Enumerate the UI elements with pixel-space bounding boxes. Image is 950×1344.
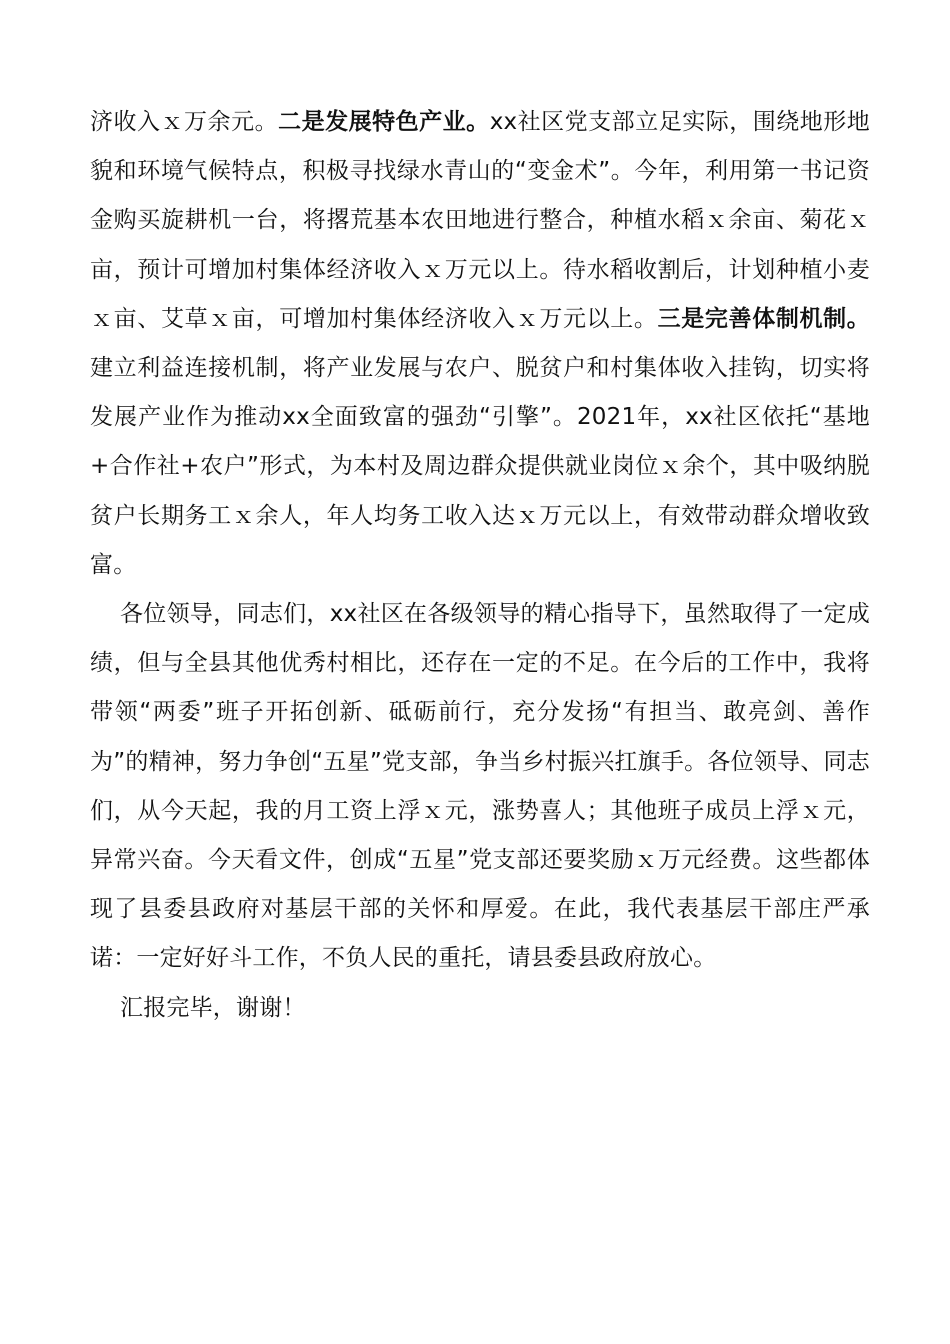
paragraph-text: 济收入ｘ万余元。 [90,109,279,135]
document-body [90,98,870,1033]
paragraph-closing-remarks: 各位领导，同志们，xx社区在各级领导的精心指导下，虽然取得了一定成绩，但与全县其他优秀村相比，还存在一定的不足。在今后的工作中，我将带领“两委”班子开拓创新、砥砺前行，充分发扬“有担当、敢亮剑、善作为”的精神，努力争创“五星”党支部，争当乡村振兴扛旗手。各位领导、同志们，从今天起，我的月工资上浮ｘ元，涨势喜人；其他班子成员上浮ｘ元，异常兴奋。今天看文件，创成“五星”党支部还要奖励ｘ万元经费。这些都体现了县委县政府对基层干部的关怀和厚爱。在此，我代表基层干部庄严承诺：一定好好斗工作，不负人民的重托，请县委县政府放心。 [90,601,870,972]
paragraph-thanks: 汇报完毕，谢谢！ [120,994,306,1021]
paragraph-text: 建立利益连接机制，将产业发展与农户、脱贫户和村集体收入挂钩，切实将发展产业作为推动xx全面致富的强劲“引擎”。2021年，xx社区依托“基地+合作社+农户”形式，为本村及周边群众提供就业岗位ｘ余个，其中吸纳脱贫户长期务工ｘ余人，年人均务工收入达ｘ万元以上，有效带动群众增收致富。 [90,355,870,578]
paragraph-text: xx社区党支部立足实际，围绕地形地貌和环境气候特点，积极寻找绿水青山的“变金术”。今年，利用第一书记资金购买旋耕机一台，将撂荒基本农田地进行整合，种植水稻ｘ余亩、菊花ｘ亩，预计可增加村集体经济收入ｘ万元以上。待水稻收割后，计划种植小麦ｘ亩、艾草ｘ亩，可增加村集体经济收入ｘ万元以上。 [90,109,870,332]
bold-heading-system-mechanism: 三是完善体制机制。 [657,305,870,332]
bold-heading-specialty-industry: 二是发展特色产业。 [278,109,490,135]
paragraph-industry [90,98,870,590]
